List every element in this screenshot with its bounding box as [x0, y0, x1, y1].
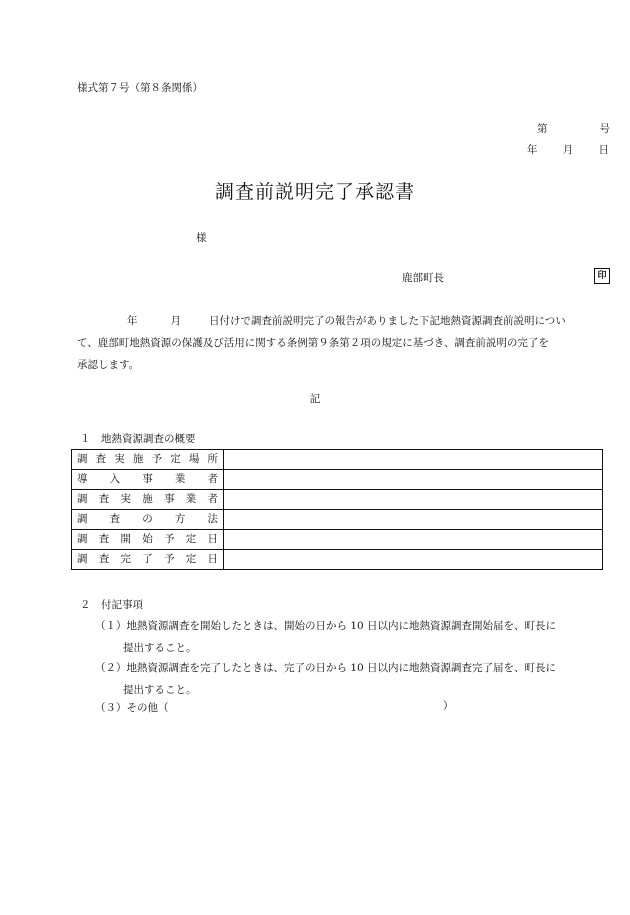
ki-heading: 記 — [309, 393, 321, 405]
note-item-3-close: ） — [443, 700, 454, 712]
row-label: 導 入 事 業 者 — [72, 470, 224, 490]
body-line-1-text: 日付けで調査前説明完了の報告がありました下記地熱資源調査前説明につい — [209, 315, 566, 327]
table-row — [72, 530, 603, 550]
date-month: 月 — [562, 144, 574, 156]
document-number — [537, 124, 610, 135]
row-value-field[interactable] — [224, 450, 603, 470]
section-2-heading: ２ 付記事項 — [80, 599, 143, 611]
row-label: 調 査 完 了 予 定 日 — [72, 550, 224, 570]
document-date — [527, 145, 609, 156]
body-year: 年 — [127, 315, 138, 327]
body-line-1 — [77, 310, 610, 332]
issuer-name: 鹿部町長 — [402, 272, 444, 284]
survey-summary-table — [71, 449, 603, 570]
body-line-3: 承認します。 — [77, 359, 140, 371]
table-row — [72, 510, 603, 530]
table-row — [72, 490, 603, 510]
section-1-heading: １ 地熱資源調査の概要 — [80, 433, 196, 445]
document-number-go: 号 — [599, 123, 610, 135]
table-row — [72, 450, 603, 470]
row-label: 調 査 の 方 法 — [72, 510, 224, 530]
body-month: 月 — [170, 315, 181, 327]
note-item-3 — [95, 697, 169, 719]
row-label: 調 査 開 始 予 定 日 — [72, 530, 224, 550]
body-text — [77, 310, 610, 376]
body-line-2: て、鹿部町地熱資源の保護及び活用に関する条例第９条第２項の規定に基づき、調査前説明の完了を — [77, 337, 549, 349]
note-item-2-line-2: 提出すること。 — [123, 684, 197, 696]
note-item-1-line-2: 提出すること。 — [123, 642, 197, 654]
form-number: 様式第７号（第８条関係） — [77, 82, 203, 94]
row-value-field[interactable] — [224, 550, 603, 570]
seal-mark: 印 — [594, 268, 610, 284]
note-item-1 — [95, 615, 556, 659]
addressee-suffix: 様 — [196, 232, 207, 244]
date-day: 日 — [598, 144, 609, 156]
date-year: 年 — [527, 144, 538, 156]
note-item-2 — [95, 657, 556, 701]
table-row — [72, 550, 603, 570]
row-value-field[interactable] — [224, 530, 603, 550]
note-item-1-line-1: （１）地熱資源調査を開始したときは、開始の日から 10 日以内に地熱資源調査開始届を、町長に — [95, 620, 557, 632]
row-value-field[interactable] — [224, 470, 603, 490]
document-title: 調査前説明完了承認書 — [214, 181, 415, 203]
row-label: 調 査 実 施 予 定 場 所 — [72, 450, 224, 470]
document-number-dai: 第 — [537, 123, 548, 135]
row-label: 調 査 実 施 事 業 者 — [72, 490, 224, 510]
note-item-2-line-1: （２）地熱資源調査を完了したときは、完了の日から 10 日以内に地熱資源調査完了届を、町長に — [95, 662, 557, 674]
row-value-field[interactable] — [224, 510, 603, 530]
row-value-field[interactable] — [224, 490, 603, 510]
table-row — [72, 470, 603, 490]
note-item-3-open: （３）その他（ — [95, 702, 169, 714]
